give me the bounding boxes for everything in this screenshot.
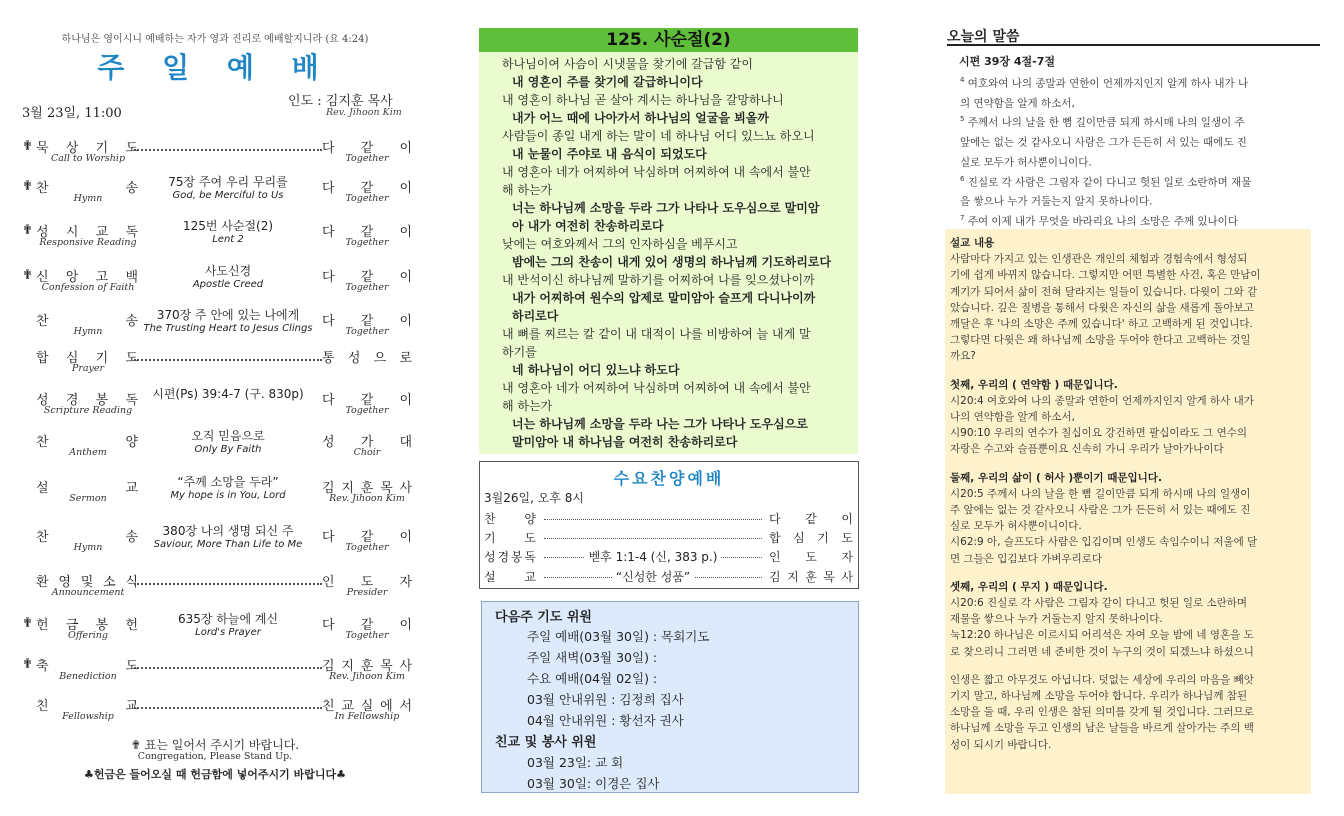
stand-cross-icon: ✟ [22, 616, 33, 631]
sermon-line: 계기가 되어서 삶이 전혀 달라지는 일들이 있습니다. 다윗이 그와 같 [950, 285, 1258, 298]
order-item-label-en: Anthem [69, 447, 107, 458]
sermon-heading: 둘째, 우리의 삶이 ( 허사 )뿐이기 때문입니다. [950, 471, 1162, 484]
sermon-line: 재물을 쌓으나 누가 거둘는지 알지 못하나이다. [950, 613, 1163, 626]
order-item [22, 614, 412, 654]
reading-line: 하리로다 [512, 309, 559, 323]
service-committee-heading: 친교 및 봉사 위원 [495, 735, 597, 750]
sermon-line: 시90:10 우리의 연수가 칠십이요 강건하면 팔십이라도 그 연수의 [950, 427, 1248, 440]
order-item-content [134, 385, 322, 402]
psalm-line [960, 190, 1312, 210]
wednesday-item-title: 벧후 1:1-4 (신, 383 p.) [585, 550, 722, 564]
order-item-label: 축 도 [36, 659, 140, 674]
sermon-heading: 설교 내용 [950, 237, 995, 249]
wednesday-item-label: 기 도 [484, 531, 536, 545]
order-item-leader: 친 교 실 에 서 [322, 699, 412, 714]
order-item-leader: 다 같 이 [322, 181, 412, 196]
sermon-line: 면 그들은 입김보다 가벼우리로다 [950, 552, 1103, 565]
order-item-subtitle: Only By Faith [194, 444, 262, 455]
order-item-leader-en: Together [345, 326, 389, 337]
wednesday-item-title: “신성한 성품” [612, 570, 694, 584]
order-item-leader: 다 같 이 [322, 270, 412, 285]
order-item [22, 526, 412, 566]
psalm-line-text: 을 쌓으나 누가 거둘는지 알지 못하나이다. [960, 195, 1153, 208]
order-item-title: 오직 믿음으로 [191, 429, 265, 443]
psalm-line-text: 의 연약함을 알게 하소서, [960, 97, 1075, 110]
reading-line: 내 영혼이 하나님 곧 살아 계시는 하나님을 갈망하나니 [502, 93, 784, 107]
sermon-line: 기에 쉽게 바뀌지 않습니다. 그렇지만 어떤 특별한 사건, 혹은 만남이 [950, 269, 1261, 282]
order-item-leader: 다 같 이 [322, 141, 412, 156]
psalm-line-text: 실로 모두가 허사뿐이니이다. [960, 156, 1092, 169]
page-title: 주 일 예 배 [97, 51, 333, 84]
order-item-label-en: Announcement [51, 587, 125, 598]
reading-line: 내 영혼이 주를 찾기에 갈급하니이다 [512, 75, 703, 89]
sermon-line: 시20:4 여호와여 나의 종말과 연한이 언제까지인지 알게 하사 내가 [950, 394, 1254, 407]
order-item [22, 431, 412, 471]
order-item-leader: 다 같 이 [322, 618, 412, 633]
order-item [22, 221, 412, 261]
responsive-reading-title: 125. 사순절(2) [479, 28, 858, 52]
order-item-leader: 성 가 대 [322, 435, 412, 450]
order-item-leader: 다 같 이 [322, 314, 412, 329]
order-item-content [134, 217, 322, 245]
sermon-line: 시20:5 주께서 나의 날을 한 뼘 길이만큼 되게 하시매 나의 일생이 [950, 487, 1251, 500]
order-item-subtitle: Lent 2 [212, 234, 244, 245]
order-item-title: 635장 하늘에 계신 [177, 612, 279, 626]
sermon-line: 시20:6 진실로 각 사람은 그림자 같이 다니고 헛된 일로 소란하며 [950, 597, 1248, 610]
dotted-leader [134, 575, 322, 585]
order-item-label: 합 심 기 도 [36, 351, 140, 366]
reading-line: 해 하는가 [502, 183, 553, 197]
wednesday-item-leader: 김 지 훈 목 사 [769, 570, 853, 584]
spacer [950, 365, 1308, 377]
order-item [22, 137, 412, 177]
sermon-line: 인생은 짧고 아무것도 아닙니다. 덧없는 세상에 우리의 마음을 빼앗 [950, 673, 1254, 686]
wednesday-item-label: 성 경 봉 독 [484, 550, 536, 564]
order-item-title: 시편(Ps) 39:4-7 (구. 830p) [152, 387, 304, 401]
stand-cross-icon: ✟ [22, 268, 33, 283]
psalm-line [960, 111, 1312, 131]
order-item-label-en: Scripture Reading [43, 405, 133, 416]
sermon-heading: 첫째, 우리의 ( 연약함 ) 때문입니다. [950, 378, 1118, 391]
order-item-content [134, 427, 322, 455]
psalm-line [960, 72, 1312, 92]
order-item-content [134, 262, 322, 290]
wednesday-item-content [544, 568, 762, 585]
stand-note-en: Congregation, Please Stand Up. [137, 751, 293, 762]
order-item-label: 찬 송 [36, 530, 140, 545]
reading-line: 내가 어찌하여 원수의 압제로 말미암아 슬프게 다니나이까 [512, 291, 816, 305]
wednesday-order-item [484, 529, 854, 547]
order-item-leader-en: Together [345, 193, 389, 204]
order-item [22, 477, 412, 517]
order-item-label: 설 교 [36, 481, 140, 496]
order-item [22, 266, 412, 306]
dotted-leader [544, 519, 762, 520]
epigraph: 하나님은 영이시니 예배하는 자가 영과 진리로 예배할지니라 (요 4:24) [61, 34, 369, 45]
order-item-label-en: Confession of Faith [41, 282, 135, 293]
wednesday-order-item [484, 510, 854, 528]
order-item-leader: 김 지 훈 목 사 [322, 659, 412, 674]
order-item-leader: 다 같 이 [322, 393, 412, 408]
order-item-leader-en: Together [345, 153, 389, 164]
order-item-label-en: Fellowship [62, 711, 114, 722]
order-item [22, 389, 412, 429]
reading-line: 너는 하나님께 소망을 두라 그가 나타나 도우심으로 말미암 [512, 201, 820, 215]
spacer [950, 660, 1308, 672]
order-item-label-en: Offering [68, 630, 108, 641]
prayer-committee-item: 수요 예배(04월 02일) : [527, 671, 658, 686]
reading-line: 사람들이 종일 내게 하는 말이 네 하나님 어디 있느뇨 하오니 [502, 129, 815, 143]
order-item-label-en: Benediction [59, 671, 117, 682]
prayer-committee-item: 주일 예배(03월 30일) : 목회기도 [527, 629, 710, 644]
reading-line: 내 영혼아 네가 어찌하여 낙심하며 어찌하여 내 속에서 불안 [502, 381, 811, 395]
verse-number: 4 [960, 76, 965, 84]
order-item-leader: 다 같 이 [322, 530, 412, 545]
order-item-label: 묵 상 기 도 [36, 141, 140, 156]
order-item-label-en: Call to Worship [50, 153, 126, 164]
reading-line: 내 반석이신 하나님께 말하기를 어찌하여 나를 잊으셨나이까 [502, 273, 815, 287]
sermon-line: 시62:9 아, 슬프도다 사람은 입김이며 인생도 속임수이니 저울에 달 [950, 536, 1258, 549]
order-item [22, 310, 412, 350]
reading-line: 하기를 [502, 345, 537, 359]
order-item-label-en: Prayer [71, 363, 105, 374]
order-item-leader-en: Choir [353, 447, 381, 458]
psalm-line-text: 진실로 각 사람은 그림자 같이 다니고 헛된 일로 소란하며 재물 [964, 176, 1252, 189]
sermon-line: 까요? [950, 350, 976, 363]
order-item [22, 655, 412, 695]
psalm-line-text: 앞에는 없는 것 같사오니 사람은 그가 든든히 서 있는 때에도 진 [960, 136, 1247, 149]
psalm-line [960, 171, 1312, 191]
responsive-reading-text [502, 55, 848, 451]
order-item-label-en: Hymn [73, 193, 103, 204]
order-item [22, 177, 412, 217]
sermon-line: 나의 연약함을 알게 하소서, [950, 411, 1075, 424]
order-item-title: 370장 주 안에 있는 나에게 [156, 308, 300, 322]
wednesday-order-item [484, 568, 854, 586]
order-item-label-en: Sermon [69, 493, 107, 504]
order-item-title: 125번 사순절(2) [182, 219, 274, 233]
stand-cross-icon: ✟ [22, 139, 33, 154]
psalm-reference: 시편 39장 4절-7절 [959, 55, 1055, 68]
reading-line: 해 하는가 [502, 399, 553, 413]
wednesday-item-content [544, 548, 762, 565]
order-item-label: 헌 금 봉 헌 [36, 618, 140, 633]
wednesday-item-label: 설 교 [484, 570, 536, 584]
order-item-subtitle: Apostle Creed [192, 279, 264, 290]
reading-line: 내가 어느 때에 나아가서 하나님의 얼굴을 뵈올까 [512, 111, 769, 125]
reading-line: 내 뼈를 찌르는 칼 같이 내 대적이 나를 비방하여 늘 내게 말 [502, 327, 811, 341]
dotted-leader [134, 351, 322, 361]
order-item-subtitle: Lord's Prayer [195, 627, 261, 638]
wednesday-service-date: 3월26일, 오후 8시 [484, 491, 584, 505]
sermon-line: 로 찾으리니 그러면 네 준비한 것이 누구의 것이 되겠느냐 하셨으니 [950, 645, 1254, 658]
order-item-title: 사도신경 [204, 264, 252, 278]
order-item-title: “주께 소망을 두라” [177, 475, 279, 489]
order-item-leader-en: Together [345, 282, 389, 293]
wednesday-order-item [484, 548, 854, 566]
sermon-heading: 셋째, 우리의 ( 무지 ) 때문입니다. [950, 580, 1108, 593]
reading-line: 내 눈물이 주야로 내 음식이 되었도다 [512, 147, 707, 161]
order-item-label: 찬 양 [36, 435, 140, 450]
dotted-leader [134, 699, 322, 709]
service-committee-item: 03월 23일: 교 회 [527, 755, 624, 770]
sermon-line: 성이 되시기 바랍니다. [950, 738, 1052, 751]
order-item-leader: 김 지 훈 목 사 [322, 481, 412, 496]
order-item-content [134, 306, 322, 334]
order-item-label: 친 교 [36, 699, 140, 714]
sermon-line: 하나님께 소망을 두고 인생의 남은 날들을 바르게 살아가는 주의 백 [950, 722, 1254, 735]
order-item-leader: 통 성 으 로 [322, 351, 412, 366]
order-item-leader-en: Together [345, 405, 389, 416]
verse-number: 6 [960, 174, 965, 183]
reading-line: 낮에는 여호와께서 그의 인자하심을 베푸시고 [502, 237, 738, 251]
order-item [22, 571, 412, 611]
order-item-subtitle: The Trusting Heart to Jesus Clings [143, 323, 313, 334]
sermon-line: 깨달은 후 '나의 소망은 주께 있습니다' 하고 고백하게 된 것입니다. [950, 318, 1253, 331]
reading-line: 내 영혼아 네가 어찌하여 낙심하며 어찌하여 내 속에서 불안 [502, 165, 811, 179]
wednesday-item-leader: 인 도 자 [769, 550, 853, 564]
reading-line: 밤에는 그의 찬송이 내게 있어 생명의 하나님께 기도하리로다 [512, 255, 832, 269]
order-item-content [134, 522, 322, 550]
prayer-committee-item: 주일 새벽(03월 30일) : [527, 650, 658, 665]
reading-line: 네 하나님이 어디 있느냐 하도다 [512, 363, 680, 377]
order-item-label: 환 영 및 소 식 [36, 575, 140, 590]
order-item-leader-en: Together [345, 542, 389, 553]
prayer-committee-item: 04월 안내위원 : 황선자 권사 [527, 713, 684, 728]
wednesday-item-label: 찬 양 [484, 512, 536, 526]
spacer [950, 567, 1308, 579]
todays-word-title: 오늘의 말씀 [947, 26, 1320, 46]
psalm-line [960, 151, 1312, 171]
dotted-leader [544, 538, 762, 539]
order-item-subtitle: God, be Merciful to Us [172, 190, 284, 201]
order-item-label-en: Hymn [73, 326, 103, 337]
order-item [22, 347, 412, 387]
order-item-subtitle: My hope is in You, Lord [170, 490, 286, 501]
psalm-line [960, 210, 1312, 230]
order-item-leader: 다 같 이 [322, 225, 412, 240]
offering-note: ♣헌금은 들어오실 때 헌금함에 넣어주시기 바랍니다♣ [83, 768, 346, 781]
psalm-line-text: 주여 이제 내가 무엇을 바라리요 나의 소망은 주께 있나이다 [964, 215, 1238, 228]
prayer-committee-item: 03월 안내위원 : 김정희 집사 [527, 692, 684, 707]
order-item-leader-en: Together [345, 630, 389, 641]
order-item-label: 신 앙 고 백 [36, 270, 140, 285]
order-item-leader-en: Rev. Jihoon Kim [329, 493, 405, 504]
order-item-content [134, 610, 322, 638]
stand-cross-icon: ✟ [22, 657, 33, 672]
order-item-label: 성 경 봉 독 [36, 393, 140, 408]
sermon-line: 주 앞에는 없는 것 같사오니 사람은 그가 든든히 서 있는 때에도 진 [950, 504, 1251, 517]
sermon-line: 그렇다면 다윗은 왜 하나님께 소망을 두어야 한다고 고백하는 것일 [950, 334, 1251, 347]
reading-line: 아 내가 여전히 찬송하리로다 [512, 219, 664, 233]
order-item-leader: 인 도 자 [322, 575, 412, 590]
order-of-worship [0, 0, 440, 816]
order-item-label: 찬 송 [36, 181, 140, 196]
sermon-line: 자랑은 수고와 슬픔뿐이요 신속히 가니 우리가 날아가나이다 [950, 443, 1224, 456]
order-item-subtitle: Saviour, More Than Life to Me [153, 539, 303, 550]
dotted-leader [134, 659, 322, 669]
service-committee-item: 03월 30일: 이경은 집사 [527, 776, 660, 791]
sermon-line: 사람마다 가지고 있는 인생관은 개인의 체험과 경험속에서 형성되 [950, 253, 1248, 266]
reading-line: 말미암아 내 하나님을 여전히 찬송하리로다 [512, 435, 738, 449]
order-item-title: 380장 나의 생명 되신 주 [162, 524, 294, 538]
stand-cross-icon: ✟ [22, 223, 33, 238]
order-item-label-en: Hymn [73, 542, 103, 553]
order-item [22, 695, 412, 735]
stand-note: ✟ 표는 일어서 주시기 바랍니다. [130, 738, 300, 752]
wednesday-item-leader: 합 심 기 도 [769, 531, 853, 545]
psalm-line-text: 주께서 나의 날을 한 뼘 길이만큼 되게 하시매 나의 일생이 주 [964, 116, 1245, 129]
order-item-title: 75장 주여 우리 무리를 [168, 175, 288, 189]
sermon-content [950, 235, 1308, 753]
sermon-line: 눅12:20 하나님은 이르시되 어리석은 자여 오늘 밤에 네 영혼을 도 [950, 629, 1254, 642]
order-item-leader-en: Together [345, 237, 389, 248]
service-leader-en: Rev. Jihoon Kim [326, 107, 402, 118]
order-item-leader-en: Presider [346, 587, 388, 598]
reading-line: 하나님이여 사슴이 시냇물을 찾기에 갈급함 같이 [502, 57, 753, 71]
psalm-line [960, 131, 1312, 151]
reading-line: 너는 하나님께 소망을 두라 나는 그가 나타나 도우심으로 [512, 417, 808, 431]
sermon-line: 실로 모두가 허사뿐이니이다. [950, 520, 1082, 533]
order-item-content [134, 473, 322, 501]
stand-cross-icon: ✟ [22, 179, 33, 194]
psalm-line [960, 92, 1312, 112]
psalm-line-text: 여호와여 나의 종말과 연한이 언제까지인지 알게 하사 내가 나 [964, 77, 1249, 90]
prayer-committee-heading: 다음주 기도 위원 [495, 610, 592, 625]
verse-number: 5 [960, 115, 965, 124]
service-leader: 인도 : 김지훈 목사 [288, 94, 393, 109]
verse-number: 7 [960, 213, 965, 222]
sermon-line: 기지 말고, 하나님께 소망을 두어야 합니다. 우리가 하나님께 참된 [950, 690, 1248, 703]
order-item-content [134, 173, 322, 201]
order-item-label: 찬 송 [36, 314, 140, 329]
order-item-leader-en: In Fellowship [334, 711, 400, 722]
spacer [950, 458, 1308, 470]
sermon-line: 소망을 둘 때, 우리 인생은 참된 의미를 갖게 될 것입니다. 그러므로 [950, 706, 1254, 719]
sermon-line: 았습니다. 깊은 질병을 통해서 다윗은 자신의 삶을 새롭게 돌아보고 [950, 301, 1254, 314]
order-item-leader-en: Rev. Jihoon Kim [329, 671, 405, 682]
wednesday-item-leader: 다 같 이 [769, 512, 853, 526]
order-item-label-en: Responsive Reading [39, 237, 137, 248]
wednesday-service-title: 수요찬양예배 [613, 469, 725, 488]
order-item-label: 성 시 교 독 [36, 225, 140, 240]
dotted-leader [134, 141, 322, 151]
psalm-text [960, 72, 1312, 230]
service-date: 3월 23일, 11:00 [22, 106, 122, 121]
